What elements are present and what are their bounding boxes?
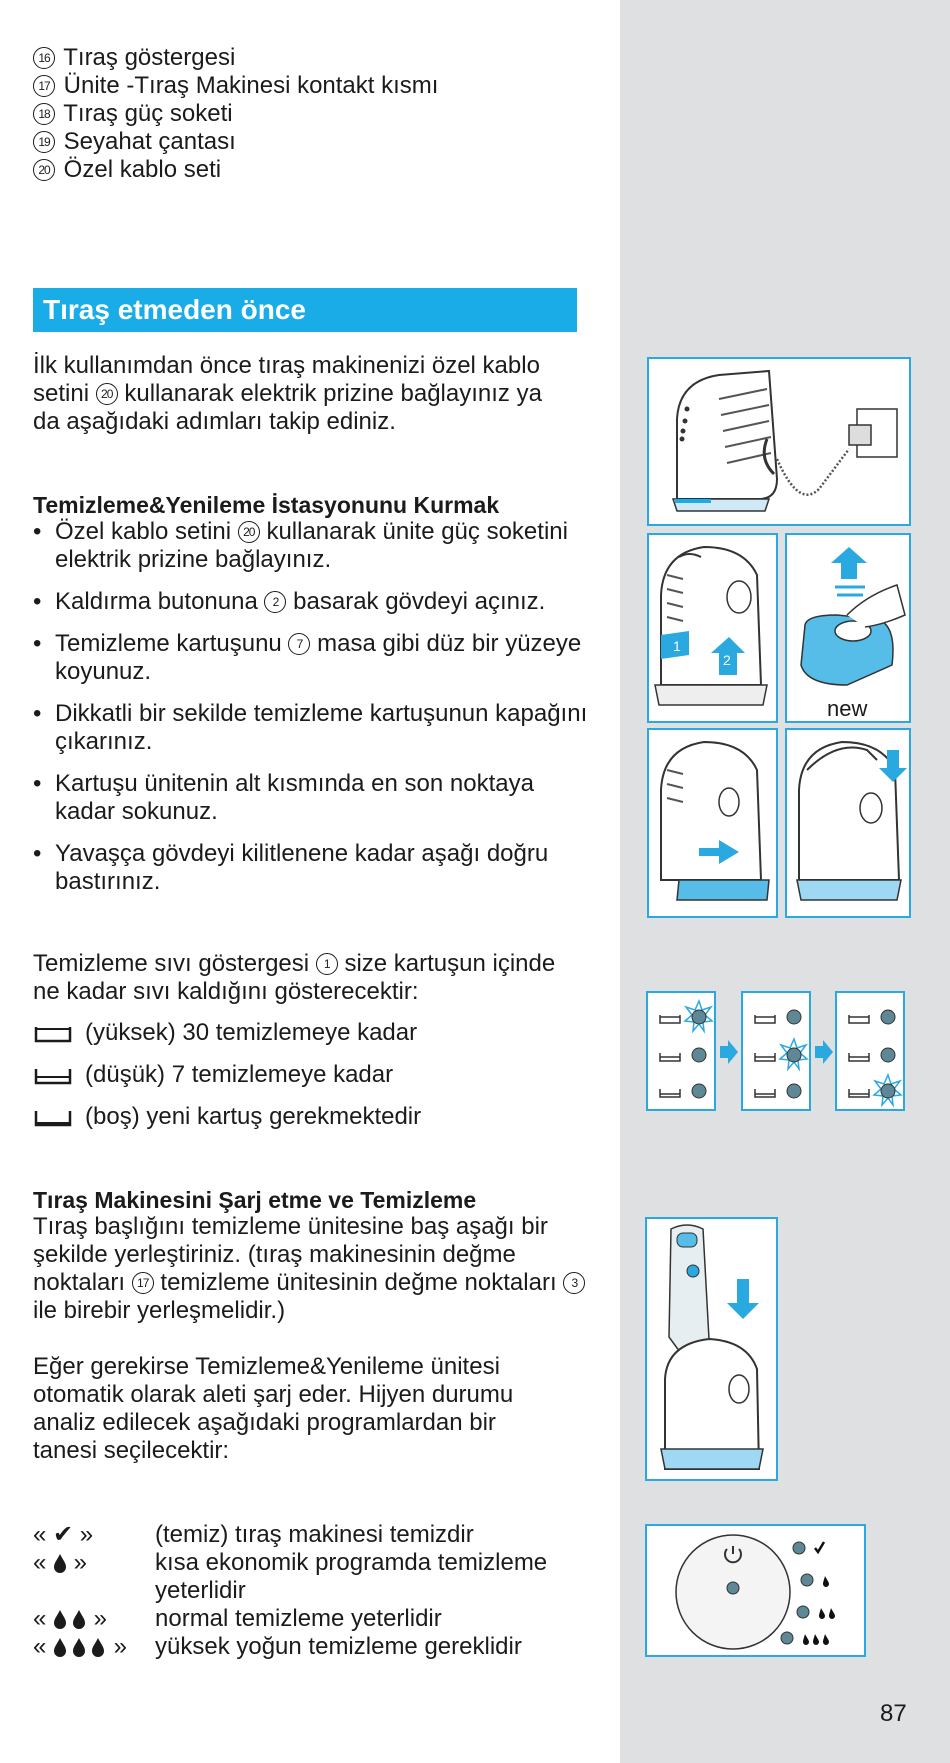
shaver-in-station-illustration [645, 1217, 778, 1481]
step-2-label: 2 [723, 652, 731, 668]
drops-icon [53, 1609, 87, 1629]
charging-paragraph: Tıraş başlığını temizleme ünitesine baş aşağı bir şekilde yerleştiriniz. (tıraş makinesinin değme noktaları 17 temizleme ünitesinin değme noktaları 3 ile birebir yerleşmelidir.) [33, 1213, 588, 1325]
parts-list-item: 20 Özel kablo seti [33, 156, 221, 184]
insert-cartridge-illustration [647, 728, 778, 918]
fluid-indicator-paragraph: Temizleme sıvı göstergesi 1 size kartuşun içinde ne kadar sıvı kaldığını gösterecektir: [33, 950, 556, 1005]
fluid-level-full-text: (yüksek) 30 temizlemeye kadar [85, 1019, 418, 1046]
section-title: Tıraş etmeden önce [43, 294, 306, 325]
program-clean-text: (temiz) tıraş makinesi temizdir [155, 1521, 474, 1548]
program-indicator-illustration [645, 1524, 866, 1657]
parts-list-item: 17 Ünite -Tıraş Makinesi kontakt kısmı [33, 72, 438, 100]
setup-bullet: • Özel kablo setini 20 kullanarak ünite güç soketini elektrik prizine bağlayınız. [33, 518, 568, 573]
drop-icon [53, 1553, 67, 1573]
section-title-banner [33, 288, 577, 332]
program-short-text: kısa ekonomik programda temizleme yeterlidir [155, 1549, 548, 1604]
setup-bullet: • Dikkatli bir sekilde temizleme kartuşunun kapağını çıkarınız. [33, 700, 588, 755]
station-plug-illustration [647, 357, 911, 526]
program-symbol-short: « » [33, 1549, 88, 1576]
program-symbol-clean: « ✔ » [33, 1521, 94, 1548]
arrow-right-icon [815, 1040, 833, 1064]
parts-list-item: 16 Tıraş göstergesi [33, 44, 235, 72]
setup-heading: Temizleme&Yenileme İstasyonunu Kurmak [33, 492, 500, 518]
step-1-label: 1 [673, 638, 681, 654]
empty-level-icon [33, 1107, 73, 1129]
setup-bullet: • Temizleme kartuşunu 7 masa gibi düz bir yüzeye koyunuz. [33, 630, 582, 685]
charging-heading: Tıraş Makinesini Şarj etme ve Temizleme [33, 1187, 477, 1213]
level-panel-full [646, 991, 716, 1111]
fluid-level-empty-text: (boş) yeni kartuş gerekmektedir [85, 1103, 422, 1130]
level-panel-low [741, 991, 811, 1111]
program-symbol-intensive: « » [33, 1633, 128, 1660]
parts-list-item: 19 Seyahat çantası [33, 128, 236, 156]
auto-charge-paragraph: Eğer gerekirse Temizleme&Yenileme ünitesi otomatik olarak aleti şarj eder. Hijyen durumu analiz edilecek aşağıdaki programlardan bir tanesi seçilecektir: [33, 1353, 514, 1464]
program-normal-text: normal temizleme yeterlidir [155, 1605, 442, 1632]
new-label: new [827, 696, 868, 721]
press-down-illustration [785, 728, 911, 918]
cartridge-new-illustration [785, 533, 911, 723]
low-level-icon [33, 1065, 73, 1087]
setup-bullet: • Kartuşu ünitenin alt kısmında en son noktaya kadar sokunuz. [33, 770, 534, 825]
arrow-right-icon [720, 1040, 738, 1064]
parts-list-item: 18 Tıraş güç soketi [33, 100, 233, 128]
setup-bullet: • Kaldırma butonuna 2 basarak gövdeyi açınız. [33, 588, 546, 615]
program-intensive-text: yüksek yoğun temizleme gereklidir [155, 1633, 522, 1660]
intro-paragraph: İlk kullanımdan önce tıraş makinenizi özel kablo setini 20 kullanarak elektrik prizine bağlayınız ya da aşağıdaki adımları takip ediniz. [33, 352, 542, 435]
page-number: 87 [880, 1700, 907, 1727]
open-station-illustration [647, 533, 778, 723]
full-level-icon [33, 1023, 73, 1045]
setup-bullet: • Yavaşça gövdeyi kilitlenene kadar aşağı doğru bastırınız. [33, 840, 549, 895]
level-panel-empty [835, 991, 905, 1111]
drops-icon [53, 1637, 107, 1657]
program-symbol-normal: « » [33, 1605, 108, 1632]
fluid-level-low-text: (düşük) 7 temizlemeye kadar [85, 1061, 394, 1088]
